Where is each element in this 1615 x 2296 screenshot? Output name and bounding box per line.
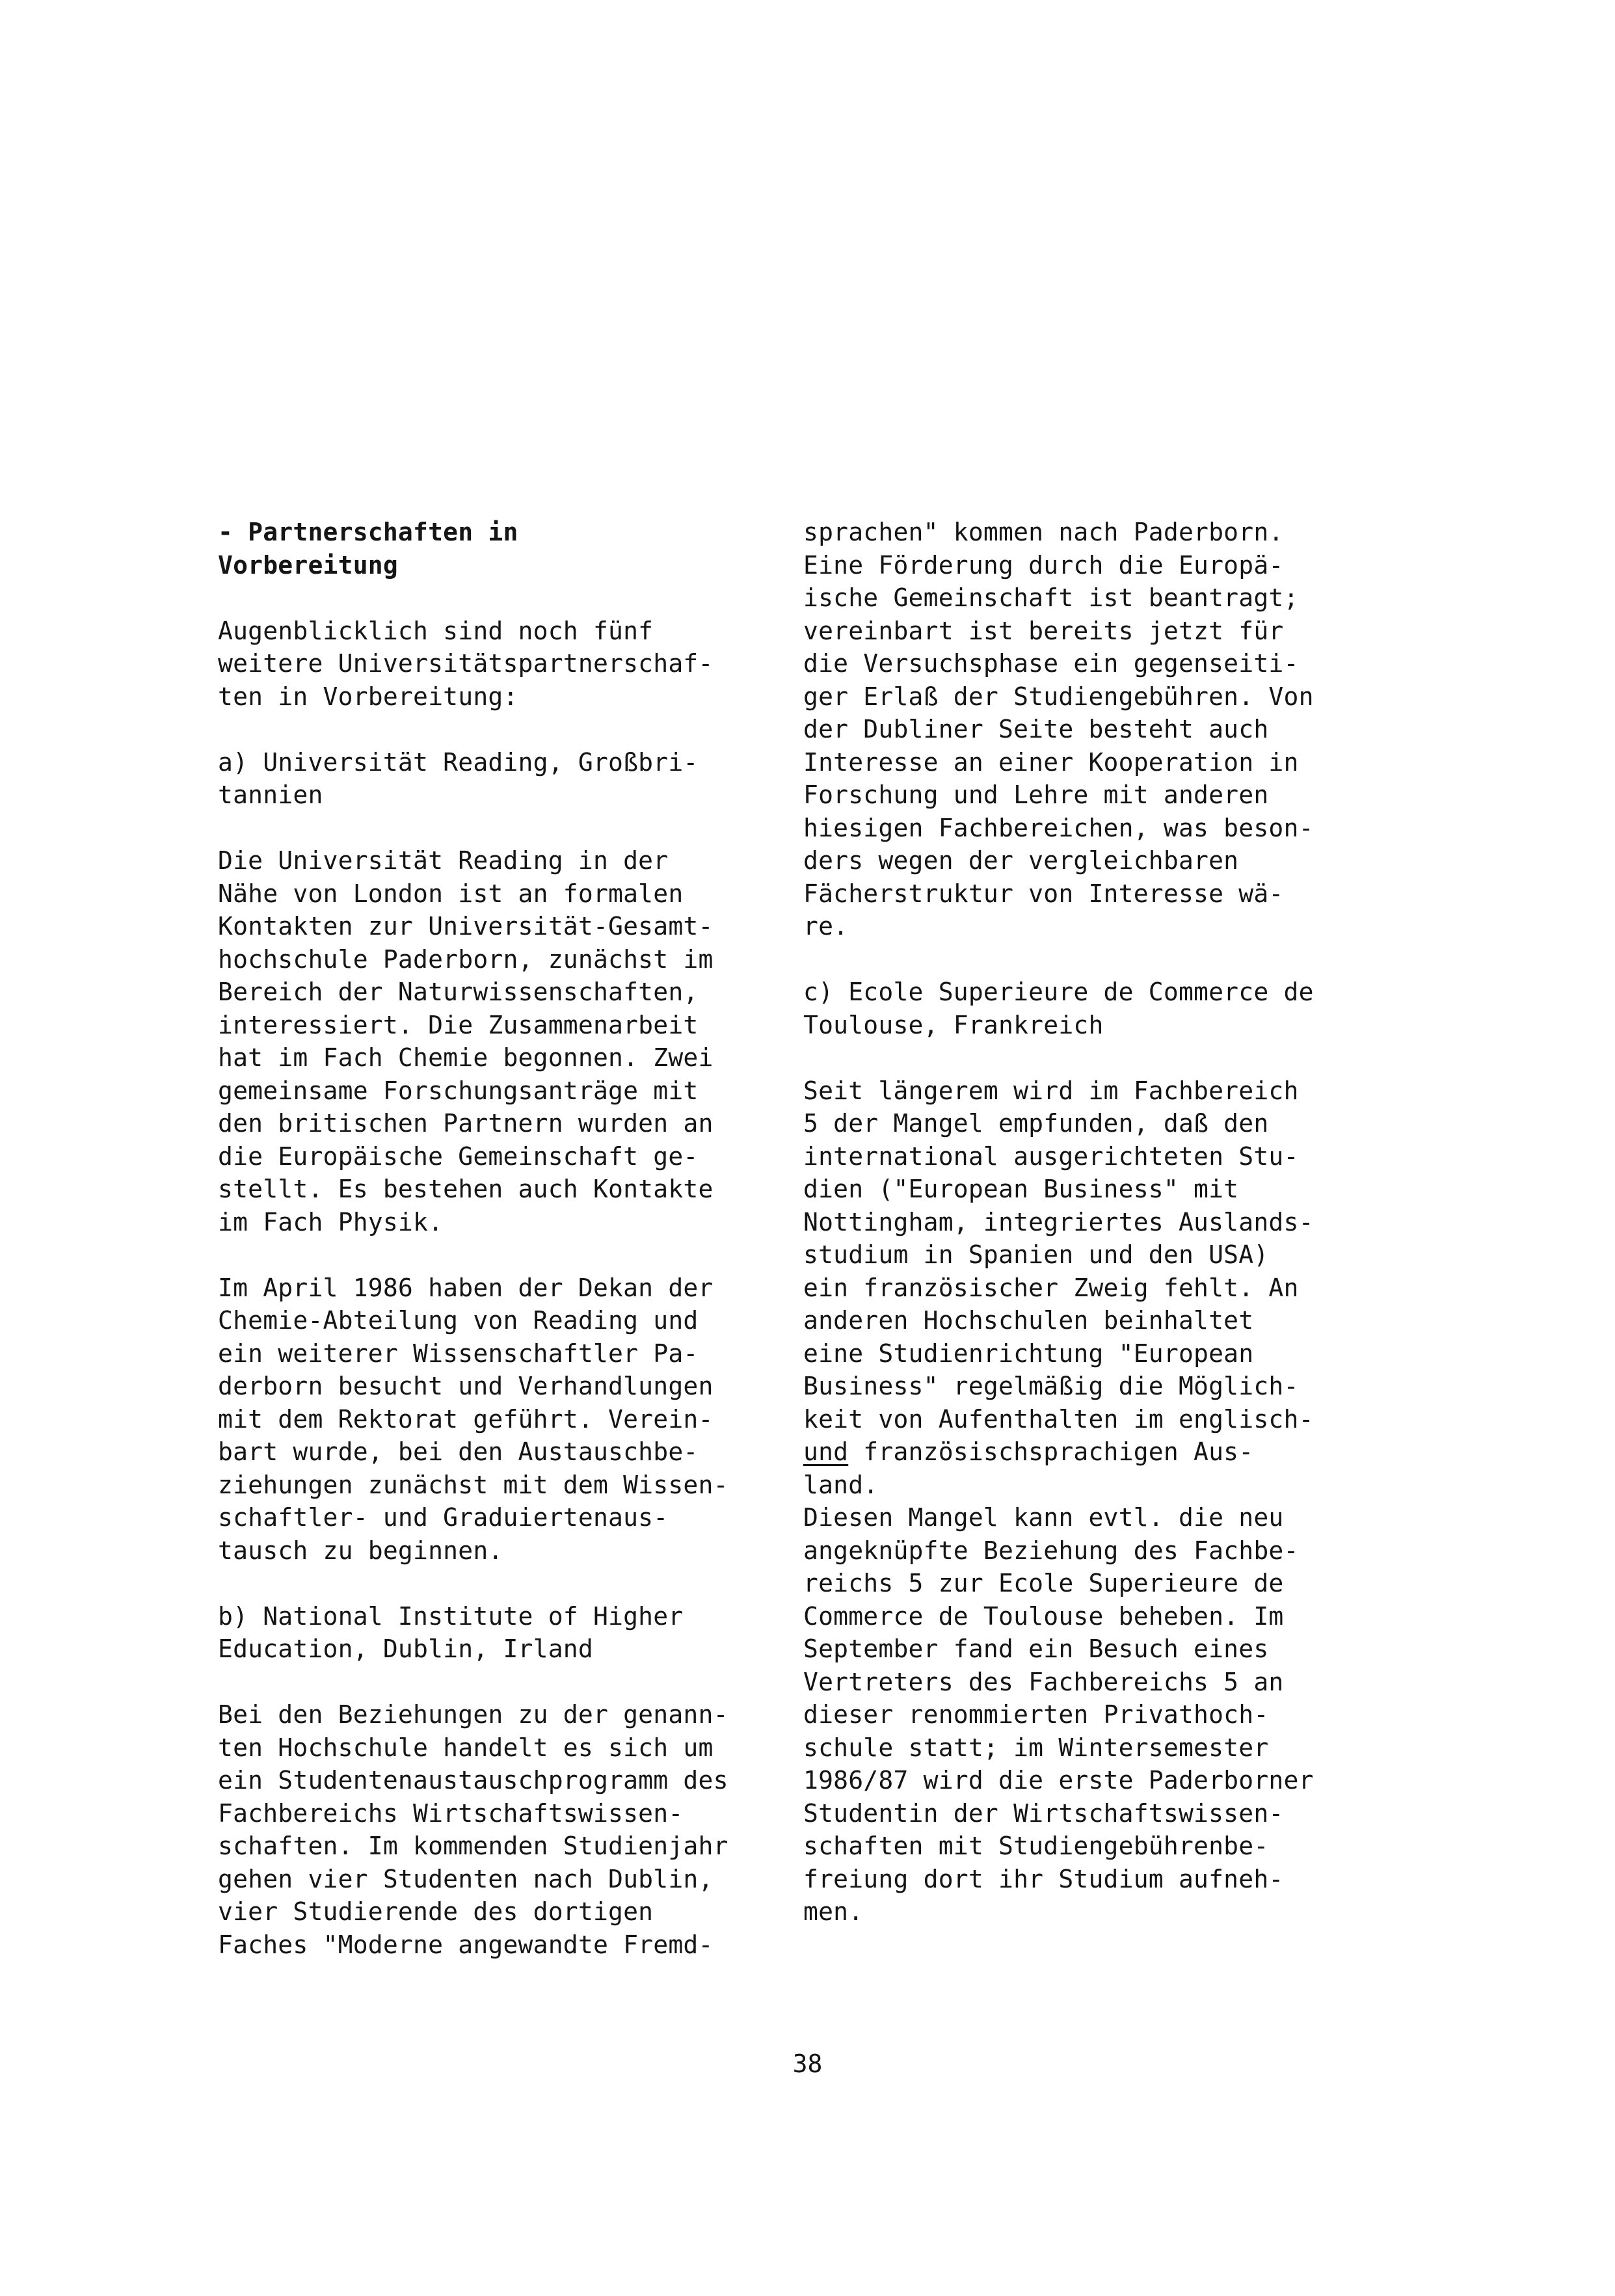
text-line: hiesigen Fachbereichen, was beson- — [803, 813, 1314, 842]
text-line: angeknüpfte Beziehung des Fachbe- — [803, 1536, 1299, 1565]
text-line: Interesse an einer Kooperation in — [803, 747, 1299, 777]
text-line: schule statt; im Wintersemester — [803, 1733, 1269, 1762]
left-column — [218, 516, 803, 1961]
text-line: Commerce de Toulouse beheben. Im — [803, 1601, 1284, 1631]
text-line: a) Universität Reading, Großbri- — [218, 747, 699, 777]
text-line: dien ("European Business" mit — [803, 1175, 1239, 1203]
text-line: keit von Aufenthalten im englisch- — [803, 1404, 1314, 1434]
text-line: bart wurde, bei den Austauschbe- — [218, 1437, 699, 1466]
text-line: Nähe von London ist an formalen — [218, 879, 684, 908]
heading-line: - Partnerschaften in — [218, 518, 518, 546]
text-line: schaftler- und Graduiertenaus- — [218, 1503, 669, 1532]
text-line: Bei den Beziehungen zu der genann- — [218, 1700, 728, 1729]
page-number: 38 — [792, 2049, 823, 2078]
text-line: tannien — [218, 781, 323, 809]
section-heading — [218, 516, 803, 581]
text-line: Chemie-Abteilung von Reading und — [218, 1306, 699, 1335]
text-line: Fachbereichs Wirtschaftswissen- — [218, 1798, 684, 1828]
text-line: c) Ecole Superieure de Commerce de — [803, 978, 1314, 1006]
text-line: ders wegen der vergleichbaren — [803, 846, 1239, 875]
text-line: Nottingham, integriertes Auslands- — [803, 1207, 1314, 1236]
text-line: eine Studienrichtung "European — [803, 1339, 1254, 1368]
text-line: Vertreters des Fachbereichs 5 an — [803, 1667, 1284, 1696]
underlined-word: und — [803, 1437, 849, 1466]
text-line: Education, Dublin, Irland — [218, 1635, 593, 1663]
text-line: Business" regelmäßig die Möglich- — [803, 1372, 1299, 1400]
text-line: men. — [803, 1897, 864, 1926]
text-line: die Versuchsphase ein gegenseiti- — [803, 649, 1299, 678]
item-b-paragraph — [218, 1698, 803, 1961]
text-line: September fand ein Besuch eines — [803, 1635, 1269, 1663]
text-line: im Fach Physik. — [218, 1207, 444, 1236]
text-line: hochschule Paderborn, zunächst im — [218, 944, 714, 974]
text-line: ziehungen zunächst mit dem Wissen- — [218, 1470, 728, 1499]
text-line: ein weiterer Wissenschaftler Pa- — [218, 1339, 699, 1368]
item-b-title — [218, 1600, 803, 1666]
text-line: sprachen" kommen nach Paderborn. — [803, 518, 1284, 546]
text-line: ein französischer Zweig fehlt. An — [803, 1273, 1299, 1302]
text-line: Die Universität Reading in der — [218, 846, 669, 875]
text-line: Im April 1986 haben der Dekan der — [218, 1273, 714, 1302]
text-line: re. — [803, 912, 849, 941]
text-line: ische Gemeinschaft ist beantragt; — [803, 583, 1299, 612]
item-c-paragraph — [803, 1075, 1402, 1929]
text-line: weitere Universitätspartnerschaf- — [218, 649, 714, 678]
text-line: vier Studierende des dortigen — [218, 1897, 654, 1926]
text-line: mit dem Rektorat geführt. Verein- — [218, 1404, 714, 1434]
text-fragment: französischsprachigen Aus- — [848, 1437, 1254, 1466]
text-line: Toulouse, Frankreich — [803, 1010, 1104, 1039]
text-line: den britischen Partnern wurden an — [218, 1109, 714, 1138]
item-a-paragraph-1 — [218, 844, 803, 1238]
text-line: freiung dort ihr Studium aufneh- — [803, 1864, 1284, 1893]
text-line: tausch zu beginnen. — [218, 1536, 503, 1565]
text-line: der Dubliner Seite besteht auch — [803, 715, 1269, 743]
item-a-title — [218, 746, 803, 812]
text-line: reichs 5 zur Ecole Superieure de — [803, 1569, 1284, 1597]
text-line: Diesen Mangel kann evtl. die neu — [803, 1503, 1284, 1532]
text-line: interessiert. Die Zusammenarbeit — [218, 1010, 699, 1039]
heading-line: Vorbereitung — [218, 550, 398, 580]
text-line: 1986/87 wird die erste Paderborner — [803, 1766, 1314, 1795]
right-column — [803, 516, 1402, 1929]
text-line: studium in Spanien und den USA) — [803, 1240, 1269, 1269]
text-line: gemeinsame Forschungsanträge mit — [218, 1076, 699, 1105]
text-line: Eine Förderung durch die Europä- — [803, 550, 1284, 580]
item-c-title — [803, 976, 1402, 1041]
text-line: schaften. Im kommenden Studienjahr — [218, 1832, 728, 1860]
text-line: Seit längerem wird im Fachbereich — [803, 1076, 1299, 1105]
text-line: anderen Hochschulen beinhaltet — [803, 1306, 1254, 1335]
text-line: Fächerstruktur von Interesse wä- — [803, 879, 1284, 908]
text-line: die Europäische Gemeinschaft ge- — [218, 1141, 699, 1171]
intro-paragraph — [218, 615, 803, 714]
text-line: ten in Vorbereitung: — [218, 682, 518, 711]
text-line: land. — [803, 1470, 879, 1499]
text-line: vereinbart ist bereits jetzt für — [803, 616, 1284, 645]
text-line: dieser renommierten Privathoch- — [803, 1700, 1269, 1729]
text-line: Forschung und Lehre mit anderen — [803, 781, 1269, 809]
text-line: gehen vier Studenten nach Dublin, — [218, 1864, 714, 1893]
text-line: stellt. Es bestehen auch Kontakte — [218, 1175, 714, 1203]
text-line: 5 der Mangel empfunden, daß den — [803, 1109, 1269, 1138]
text-line: Bereich der Naturwissenschaften, — [218, 978, 699, 1006]
text-line: ger Erlaß der Studiengebühren. Von — [803, 682, 1314, 711]
text-line: derborn besucht und Verhandlungen — [218, 1372, 714, 1400]
text-line: ten Hochschule handelt es sich um — [218, 1733, 714, 1762]
text-line: b) National Institute of Higher — [218, 1601, 684, 1631]
text-line: hat im Fach Chemie begonnen. Zwei — [218, 1043, 714, 1072]
text-line: schaften mit Studiengebührenbe- — [803, 1832, 1269, 1860]
text-line: Faches "Moderne angewandte Fremd- — [218, 1930, 714, 1959]
text-line: Studentin der Wirtschaftswissen- — [803, 1798, 1284, 1828]
text-line: Kontakten zur Universität-Gesamt- — [218, 912, 714, 941]
text-line: ein Studentenaustauschprogramm des — [218, 1766, 728, 1795]
text-line: Augenblicklich sind noch fünf — [218, 616, 654, 645]
text-line — [803, 1435, 1402, 1469]
item-b-paragraph-continued — [803, 516, 1402, 943]
item-a-paragraph-2 — [218, 1272, 803, 1568]
text-line: international ausgerichteten Stu- — [803, 1141, 1299, 1171]
